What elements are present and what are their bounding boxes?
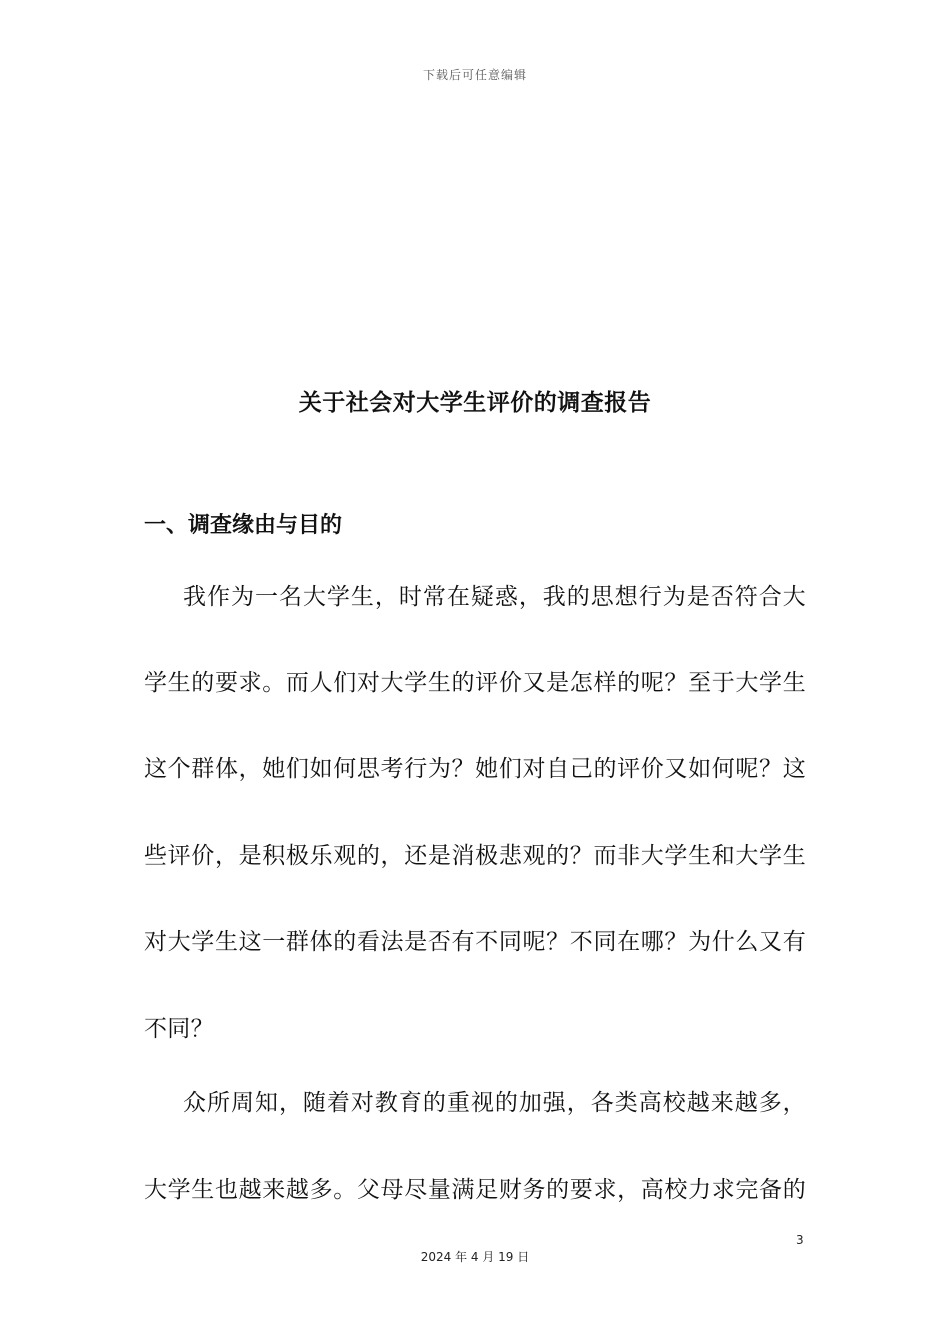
footer-date: 2024 年 4 月 19 日 bbox=[420, 1250, 530, 1264]
paragraph-line: 些评价，是积极乐观的，还是消极悲观的？而非大学生和大学生 bbox=[144, 843, 806, 869]
paragraph-line: 学生的要求。而人们对大学生的评价又是怎样的呢？至于大学生 bbox=[144, 670, 806, 696]
paragraph-line: 这个群体，她们如何思考行为？她们对自己的评价又如何呢？这 bbox=[144, 756, 806, 782]
header-note: 下载后可任意编辑 bbox=[422, 68, 527, 82]
page-number: 3 bbox=[796, 1233, 804, 1247]
paragraph-line: 众所周知，随着对教育的重视的加强，各类高校越来越多， bbox=[183, 1090, 806, 1116]
document-title: 关于社会对大学生评价的调查报告 bbox=[298, 390, 652, 416]
paragraph-line: 大学生也越来越多。父母尽量满足财务的要求，高校力求完备的 bbox=[144, 1177, 806, 1203]
section-heading: 一、调查缘由与目的 bbox=[144, 513, 343, 538]
paragraph-line: 我作为一名大学生，时常在疑惑，我的思想行为是否符合大 bbox=[183, 584, 806, 610]
paragraph-line: 对大学生这一群体的看法是否有不同呢？不同在哪？为什么又有 bbox=[144, 929, 806, 955]
paragraph-line: 不同？ bbox=[144, 1016, 214, 1042]
